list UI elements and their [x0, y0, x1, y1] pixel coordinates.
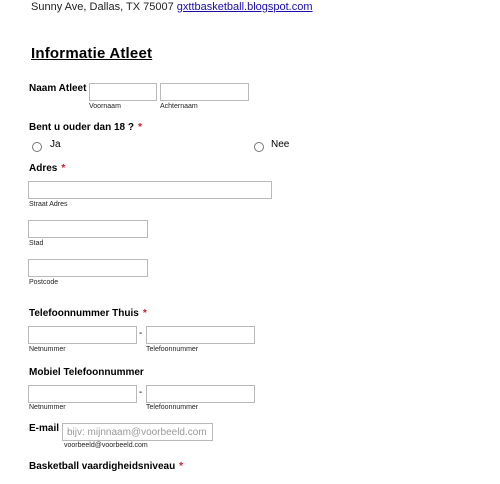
- last-name-input[interactable]: [160, 83, 249, 101]
- postcode-sublabel: Postcode: [29, 279, 59, 286]
- email-label: E-mail: [29, 423, 67, 434]
- section-title: Informatie Atleet: [31, 45, 153, 62]
- home-phone-number-input[interactable]: [146, 326, 255, 344]
- radio-nee-label: Nee: [271, 139, 290, 150]
- last-name-sublabel: Achternaam: [160, 103, 198, 110]
- radio-ja-label: Ja: [50, 139, 61, 150]
- skill-level-label: Basketball vaardigheidsniveau *: [29, 461, 184, 472]
- required-marker: *: [179, 461, 184, 472]
- mobile-phone-number-input[interactable]: [146, 385, 255, 403]
- required-marker: *: [138, 122, 142, 133]
- mobile-area-code-input[interactable]: [28, 385, 137, 403]
- first-name-sublabel: Voornaam: [89, 103, 121, 110]
- home-phone-number-sublabel: Telefoonnummer: [146, 346, 199, 353]
- mobile-phone-number-sublabel: Telefoonnummer: [146, 404, 199, 411]
- adult-question-label: Bent u ouder dan 18 ? *: [29, 122, 142, 133]
- city-sublabel: Stad: [29, 240, 44, 247]
- city-input[interactable]: [28, 220, 148, 238]
- home-phone-label: Telefoonnummer Thuis *: [29, 308, 147, 319]
- athlete-name-label: Naam Atleet: [29, 83, 94, 94]
- postcode-input[interactable]: [28, 259, 148, 277]
- email-example-sublabel: voorbeeld@voorbeeld.com: [64, 442, 148, 449]
- required-marker: *: [61, 163, 66, 174]
- radio-nee[interactable]: [254, 142, 264, 152]
- street-address-input[interactable]: [28, 181, 272, 199]
- home-area-code-input[interactable]: [28, 326, 137, 344]
- home-phone-separator: -: [139, 328, 143, 339]
- mobile-phone-label: Mobiel Telefoonnummer: [29, 367, 144, 378]
- blog-link[interactable]: gxttbasketball.blogspot.com: [176, 1, 313, 13]
- address-text: Sunny Ave, Dallas, TX 75007: [31, 1, 174, 13]
- home-area-code-sublabel: Netnummer: [29, 346, 66, 353]
- address-label: Adres *: [29, 163, 66, 174]
- email-input[interactable]: [62, 423, 213, 441]
- mobile-area-code-sublabel: Netnummer: [29, 404, 66, 411]
- header-contact-line: [31, 1, 313, 13]
- radio-ja[interactable]: [32, 142, 42, 152]
- required-marker: *: [142, 308, 147, 319]
- first-name-input[interactable]: [89, 83, 157, 101]
- street-address-sublabel: Straat Adres: [29, 201, 68, 208]
- mobile-phone-separator: -: [139, 387, 143, 398]
